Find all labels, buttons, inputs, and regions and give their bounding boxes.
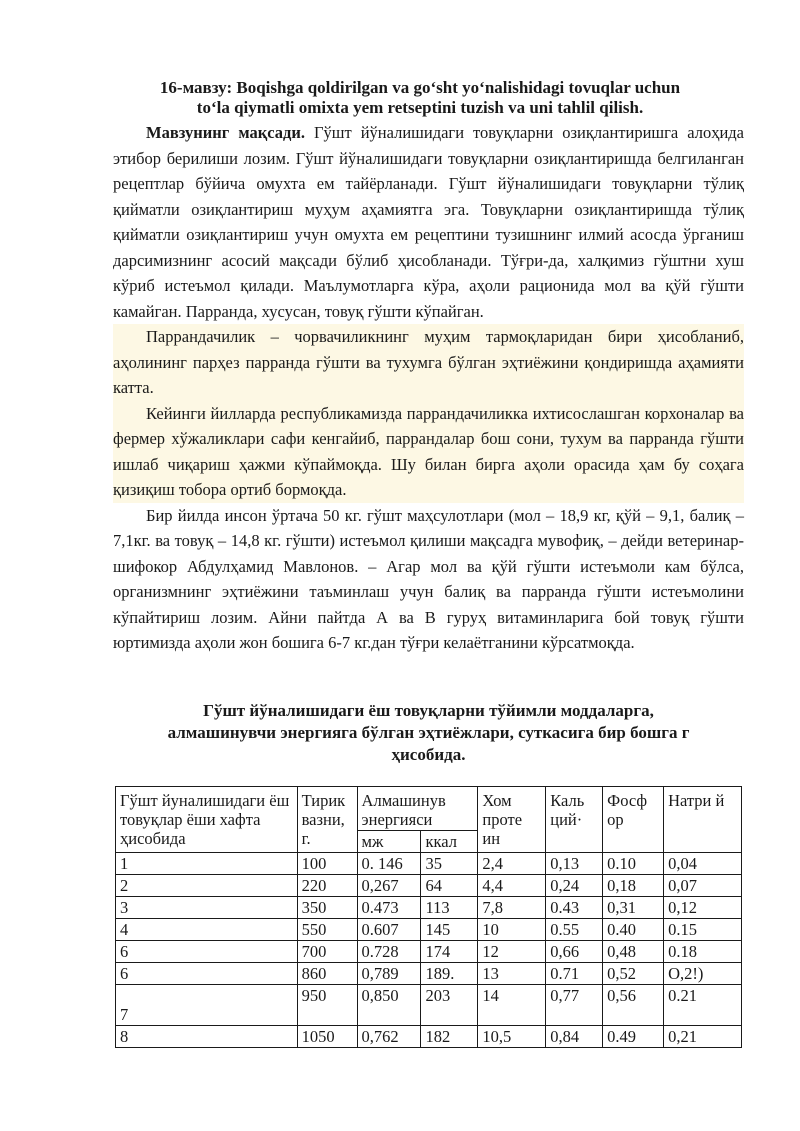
paragraph-meat-consumption: Бир йилда инсон ўртача 50 кг. гўшт маҳсулотлари (мол – 18,9 кг, қўй – 9,1, балиқ – 7,1кг. ва товуқ – 14,8 кг. гўшти) истеъмол қилиши мақсадга мувофиқ, – дейди ветеринар-шифокор Абдулҳамид Мавлонов. – Агар мол ва қўй гўшти истеъмоли кам бўлса, организмнинг эҳтиёжини таъминлаш учун балиқ ва парранда гўшти истеъмолини кўпайтириш лозим. Айни пайтда А ва В гуруҳ витаминларига бой товуқ гўшти юртимизда аҳоли жон бошига 6-7 кг.дан тўғри келаётганини кўрсатмоқда. [113,505,744,652]
cell-energy-mj: 0.473 [357,897,421,919]
cell-sodium: 0.21 [664,985,742,1026]
header-sodium: Натри й [664,787,742,853]
cell-age: 2 [116,875,298,897]
cell-weight: 100 [297,853,357,875]
cell-age: 6 [116,963,298,985]
cell-age: 6 [116,941,298,963]
cell-energy-mj: 0,789 [357,963,421,985]
cell-weight: 550 [297,919,357,941]
cell-energy-kcal: 145 [421,919,478,941]
cell-weight: 1050 [297,1026,357,1048]
title-line-1: 16-мавзу: Boqishga qoldirilgan va go‘sht yo‘nalishidagi tovuqlar uchun [159,78,681,97]
paragraph-poultry-importance: Паррандачилик – чорвачиликнинг муҳим тармоқларидан бири ҳисобланиб, аҳолининг парҳез парранда гўшти ва тухумга бўлган эҳтиёжини қондиришда аҳамияти катта. [113,324,744,401]
cell-energy-mj: 0,267 [357,875,421,897]
cell-protein: 12 [478,941,546,963]
document-title [100,78,740,118]
cell-weight: 860 [297,963,357,985]
header-protein: Хом проте ин [478,787,546,853]
cell-energy-kcal: 64 [421,875,478,897]
cell-protein: 13 [478,963,546,985]
cell-energy-mj: 0. 146 [357,853,421,875]
cell-weight: 950 [297,985,357,1026]
cell-energy-kcal: 35 [421,853,478,875]
table-row [116,1026,742,1048]
header-energy: Алмашинув энергияси [357,787,478,831]
cell-calcium: 0.71 [546,963,603,985]
cell-age: 7 [116,985,298,1026]
table-row [116,897,742,919]
cell-calcium: 0,13 [546,853,603,875]
cell-weight: 350 [297,897,357,919]
table-row [116,919,742,941]
cell-sodium: 0.15 [664,919,742,941]
cell-energy-mj: 0,850 [357,985,421,1026]
paragraph-poultry-growth: Кейинги йилларда республикамизда паррандачиликка ихтисослашган корхоналар ва фермер хўжаликлари сафи кенгайиб, паррандалар бош сони, тухум ва парранда гўшти ишлаб чиқариш ҳажми кўпаймоқда. Шу билан бирга аҳоли орасида ҳам бу соҳага қизиқиш тобора ортиб бормоқда. [113,401,744,503]
cell-energy-kcal: 189. [421,963,478,985]
cell-phosphorus: 0,56 [603,985,664,1026]
cell-energy-kcal: 203 [421,985,478,1026]
cell-weight: 220 [297,875,357,897]
cell-calcium: 0,66 [546,941,603,963]
header-calcium: Каль ций· [546,787,603,853]
title-line-2: to‘la qiymatli omixta yem retseptini tuzish va uni tahlil qilish. [196,98,644,117]
cell-protein: 7,8 [478,897,546,919]
cell-sodium: 0,04 [664,853,742,875]
cell-age: 4 [116,919,298,941]
cell-sodium: 0.18 [664,941,742,963]
cell-energy-mj: 0.728 [357,941,421,963]
cell-phosphorus: 0,48 [603,941,664,963]
cell-sodium: 0,21 [664,1026,742,1048]
document-body [113,120,744,656]
cell-sodium: O,2!) [664,963,742,985]
header-age: Гўшт йуналишидаги ёш товуқлар ёши хафта ҳисобида [116,787,298,853]
cell-calcium: 0,77 [546,985,603,1026]
table-row [116,853,742,875]
cell-phosphorus: 0.49 [603,1026,664,1048]
cell-energy-kcal: 174 [421,941,478,963]
cell-age: 1 [116,853,298,875]
cell-energy-mj: 0,762 [357,1026,421,1048]
cell-phosphorus: 0.40 [603,919,664,941]
table-title-line-2: алмашинувчи энергияга бўлган эҳтиёжлари, суткасига бир бошга г [167,723,690,742]
cell-protein: 10,5 [478,1026,546,1048]
cell-energy-kcal: 113 [421,897,478,919]
cell-calcium: 0.43 [546,897,603,919]
cell-energy-kcal: 182 [421,1026,478,1048]
cell-sodium: 0,12 [664,897,742,919]
paragraph-goal-text: Гўшт йўналишидаги товуқларни озиқлантиришга алоҳида этибор берилиши лозим. Гўшт йўналишидаги товуқларни озиқлантиришда белгиланган рецептлар бўйича омухта ем тайёрланади. Гўшт йўналишидаги товуқларни тўлиқ қийматли озиқлантириш муҳум аҳамиятга эга. Товуқларни озиқлантиришда тўлиқ қийматли озиқлантириш учун омухта ем рецептини тузишнинг илмий асосда ўрганиш дарсимизнинг асосий мақсади бўлиб ҳисобланади. Тўғри-да, халқимиз гўштни хуш кўриб истеъмол қилади. Маълумотларга кўра, аҳоли рационида мол ва қўй гўшти камайган. Парранда, хусусан, товуқ гўшти кўпайган. [113,123,744,321]
cell-sodium: 0,07 [664,875,742,897]
cell-phosphorus: 0.10 [603,853,664,875]
table-header-row [116,787,742,831]
table-title-line-3: ҳисобида. [391,745,466,764]
cell-protein: 10 [478,919,546,941]
cell-phosphorus: 0,31 [603,897,664,919]
table-row [116,963,742,985]
nutrient-requirements-table [115,786,742,1048]
header-phosphorus: Фосф ор [603,787,664,853]
cell-age: 3 [116,897,298,919]
table-row [116,941,742,963]
table-row [116,985,742,1026]
table-title-line-1: Гўшт йўналишидаги ёш товуқларни тўйимли моддаларга, [203,701,654,720]
table-row [116,875,742,897]
cell-age: 8 [116,1026,298,1048]
cell-calcium: 0.55 [546,919,603,941]
goal-label: Мавзунинг мақсади. [146,123,305,142]
cell-protein: 4,4 [478,875,546,897]
header-weight: Тирик вазни, г. [297,787,357,853]
cell-protein: 2,4 [478,853,546,875]
paragraph-goal [113,120,744,324]
header-energy-kcal: ккал [421,831,478,853]
cell-phosphorus: 0,18 [603,875,664,897]
cell-energy-mj: 0.607 [357,919,421,941]
header-energy-mj: мж [357,831,421,853]
cell-protein: 14 [478,985,546,1026]
cell-phosphorus: 0,52 [603,963,664,985]
cell-calcium: 0,24 [546,875,603,897]
cell-weight: 700 [297,941,357,963]
table-title [113,700,744,766]
cell-calcium: 0,84 [546,1026,603,1048]
